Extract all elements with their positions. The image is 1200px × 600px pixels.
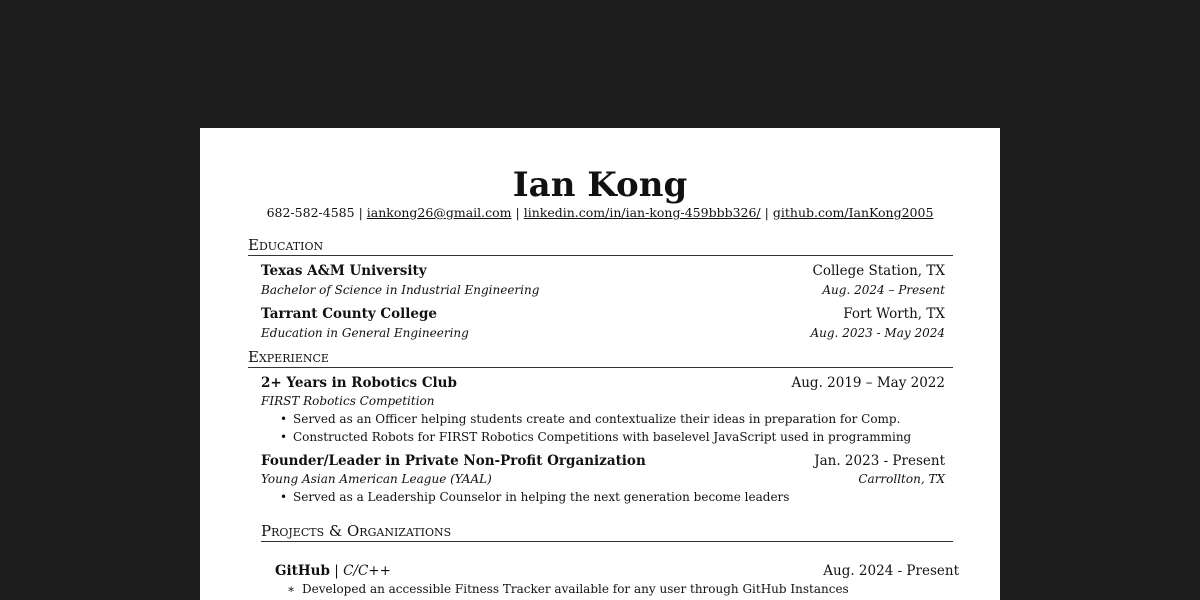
project-entry [275,563,959,579]
education-dates: Aug. 2024 – Present [822,283,945,297]
experience-bullet: • Constructed Robots for FIRST Robotics Competitions with baselevel JavaScript used in programming [293,430,911,444]
experience-detail [261,472,945,486]
section-title-projects: Projects & Organizations [261,523,953,542]
project-dates: Aug. 2024 - Present [823,563,959,579]
education-dates: Aug. 2023 - May 2024 [810,326,945,340]
resume-page [200,128,1000,600]
contact-separator: | [515,205,520,220]
github-link[interactable]: github.com/IanKong2005 [772,205,934,220]
school-location: College Station, TX [812,263,945,279]
education-entry [261,263,945,279]
school-location: Fort Worth, TX [843,306,945,322]
section-title-experience: Experience [248,349,953,368]
project-tech: C/C++ [343,563,391,579]
section-title-education: Education [248,237,953,256]
experience-bullet: • Served as an Officer helping students create and contextualize their ideas in preparation for Comp. [293,412,900,426]
degree: Education in General Engineering [261,326,469,340]
school-name: Tarrant County College [261,306,438,322]
experience-role: 2+ Years in Robotics Club [261,375,457,391]
experience-bullet: • Served as a Leadership Counselor in helping the next generation become leaders [293,490,789,504]
experience-org: Young Asian American League (YAAL) [261,472,492,486]
school-name: Texas A&M University [261,263,427,279]
education-detail [261,283,945,297]
contact-separator: | [358,205,363,220]
education-entry [261,306,945,322]
project-separator: | [334,563,339,579]
experience-entry [261,453,945,469]
project-bullet: ∗ Developed an accessible Fitness Tracker available for any user through GitHub Instances [302,582,849,596]
experience-org: FIRST Robotics Competition [261,394,435,408]
email-link[interactable]: iankong26@gmail.com [366,205,512,220]
contact-line [200,205,1000,220]
experience-entry [261,375,945,391]
experience-dates: Jan. 2023 - Present [814,453,945,469]
experience-dates: Aug. 2019 – May 2022 [791,375,945,391]
project-name: GitHub [275,563,330,579]
degree: Bachelor of Science in Industrial Engineering [261,283,540,297]
resume-name: Ian Kong [512,165,688,205]
experience-location: Carrollton, TX [858,472,945,486]
project-heading [275,563,391,579]
experience-detail [261,394,945,408]
experience-role: Founder/Leader in Private Non-Profit Organization [261,453,646,469]
phone-number: 682-582-4585 [266,205,355,220]
linkedin-link[interactable]: linkedin.com/in/ian-kong-459bbb326/ [523,205,761,220]
contact-separator: | [764,205,769,220]
education-detail [261,326,945,340]
